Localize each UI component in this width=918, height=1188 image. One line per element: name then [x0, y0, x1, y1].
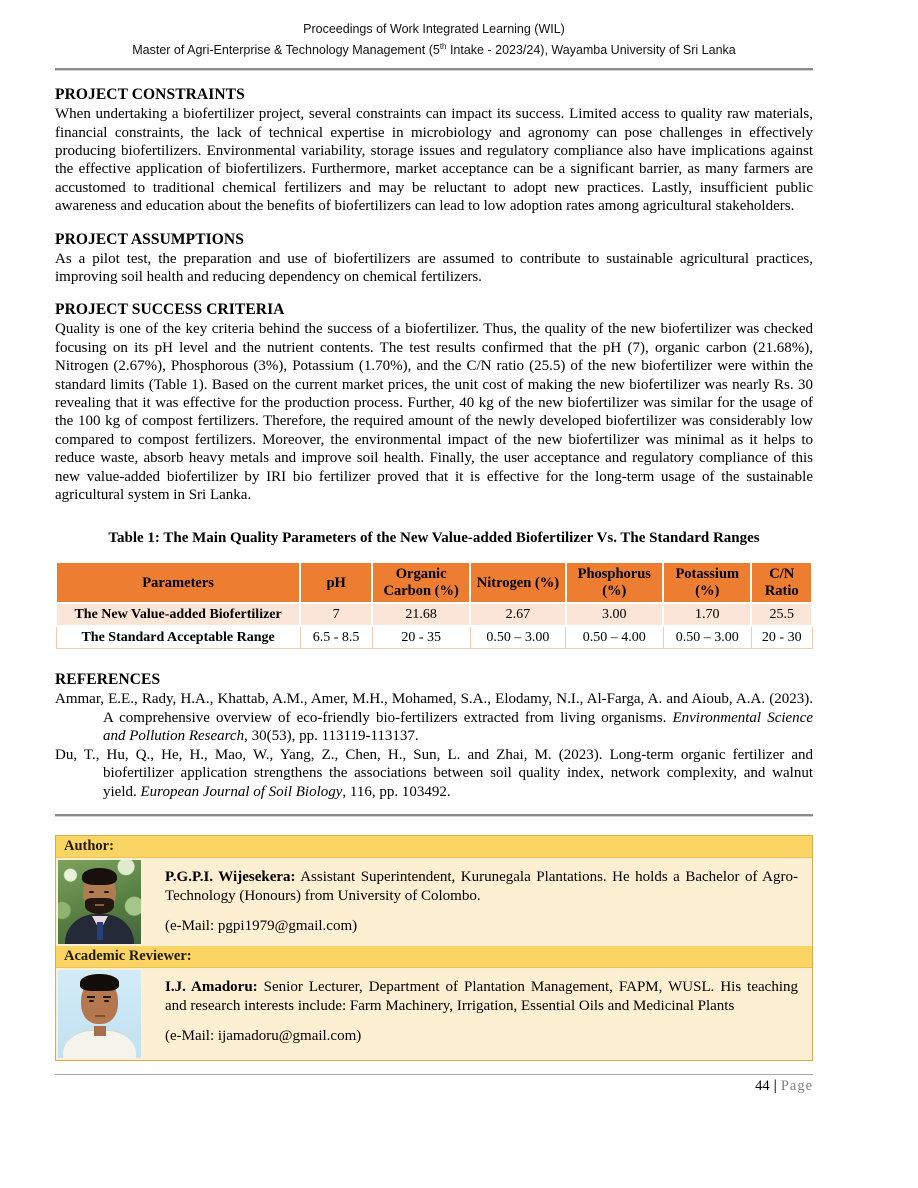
- table-row-standard-range: [56, 626, 812, 649]
- author-email: (e-Mail: pgpi1979@gmail.com): [165, 917, 358, 934]
- tie-shape: [97, 922, 103, 940]
- col-header-organic-carbon: Organic Carbon (%): [372, 562, 470, 603]
- section-heading-assumptions: PROJECT ASSUMPTIONS: [55, 230, 244, 248]
- superscript-th: th: [439, 42, 447, 51]
- journal-name: Environmental Science and Pollution Research: [103, 709, 813, 745]
- journal-name: European Journal of Soil Biology: [140, 783, 343, 800]
- reviewer-panel: [56, 968, 812, 1060]
- table-row-new-biofertilizer: [56, 603, 812, 626]
- cell-potassium: 0.50 – 3.00: [663, 626, 751, 649]
- cell-organic-carbon: 21.68: [372, 603, 470, 626]
- hair-shape: [80, 974, 119, 991]
- header-divider: [55, 68, 813, 71]
- author-bio: P.G.P.I. Wijesekera: Assistant Superintendent, Kurunegala Plantations. He holds a Bachelor of Agro-Technology (Honours) from University of Colombo.: [165, 868, 798, 904]
- beard-shape: [85, 898, 114, 914]
- section-heading-references: REFERENCES: [55, 671, 161, 689]
- author-reviewer-box: [55, 835, 813, 1061]
- footer-separator: |: [773, 1077, 777, 1094]
- cell-phosphorus: 0.50 – 4.00: [566, 626, 664, 649]
- hair-shape: [82, 868, 117, 885]
- reviewer-name: I.J. Amadoru:: [165, 978, 258, 995]
- author-section-label: Author:: [56, 836, 812, 858]
- col-header-ph: pH: [300, 562, 372, 603]
- reviewer-section-label: Academic Reviewer:: [56, 946, 812, 968]
- col-header-potassium: Potassium (%): [663, 562, 751, 603]
- page-number: 44: [755, 1077, 770, 1094]
- cell-nitrogen: 2.67: [470, 603, 565, 626]
- quality-parameters-table: [55, 561, 813, 649]
- col-header-nitrogen: Nitrogen (%): [470, 562, 565, 603]
- cell-cn-ratio: 20 - 30: [751, 626, 812, 649]
- col-header-parameters: Parameters: [56, 562, 300, 603]
- constraints-paragraph: When undertaking a biofertilizer project, several constraints can impact its success. Limited access to quality raw materials, financial constraints, the lack of technical expertise in microbiology and agronomy can pose challenges in effectively producing biofertilizers. Environmental variability, storage issues and regulatory compliance also have implications against the effective application of biofertilizers. Furthermore, market acceptance can be a significant barrier, as many farmers are accustomed to traditional chemical fertilizers and may be reluctant to adopt new practices. Lastly, insufficient public awareness and education about the benefits of biofertilizers can lead to low adoption rates among agricultural stakeholders.: [55, 106, 813, 215]
- footer-page-label: Page: [780, 1077, 813, 1094]
- assumptions-paragraph: As a pilot test, the preparation and use of biofertilizers are assumed to contribute to sustainable agricultural practices, improving soil health and reducing dependency on chemical fertilizers.: [55, 250, 813, 285]
- row-label: The Standard Acceptable Range: [56, 626, 300, 649]
- author-name: P.G.P.I. Wijesekera:: [165, 868, 296, 885]
- author-panel: [56, 858, 812, 946]
- mouth-shape: [95, 1015, 105, 1017]
- reviewer-details: [143, 968, 812, 1056]
- cell-cn-ratio: 25.5: [751, 603, 812, 626]
- success-criteria-paragraph: Quality is one of the key criteria behind the success of a biofertilizer. Thus, the quality of the new biofertilizer was checked focusing on its pH level and the nutrient contents. The test results confirmed that the pH (7), organic carbon (21.68%), Nitrogen (2.67%), Phosphorous (3%), Potassium (1.70%), and the C/N ratio (25.5) of the new biofertilizer were within the standard limits (Table 1). Based on the current market prices, the unit cost of making the new biofertilizer was nearly Rs. 30 revealing that it was effective for the production process. Further, 40 kg of the new biofertilizer was similar for the usage of the 100 kg of compost fertilizers. Therefore, the required amount of the newly developed biofertilizer was considerably low compared to compost fertilizers. Moreover, the environmental impact of the new biofertilizer was minimal as it helps to reduce waste, absorb heavy metals and improve soil health. Finally, the user acceptance and regulatory compliance of this new value-added biofertilizer by IRI bio fertilizer proved that it is effective for the long-term usage of the sustainable agricultural system in Sri Lanka.: [55, 321, 813, 504]
- reference-item: Ammar, E.E., Rady, H.A., Khattab, A.M., Amer, M.H., Mohamed, S.A., Elodamy, N.I., Al-Farga, A. and Aioub, A.A. (2023). A comprehensive overview of eco-friendly bio-fertilizers extracted from living organisms. Environmental Science and Pollution Research, 30(53), pp. 113119-113137.: [55, 691, 813, 745]
- cell-organic-carbon: 20 - 35: [372, 626, 470, 649]
- table-header-row: [56, 562, 812, 603]
- reviewer-bio: I.J. Amadoru: Senior Lecturer, Department of Plantation Management, FAPM, WUSL. His teaching and research interests include: Farm Machinery, Irrigation, Essential Oils and Medicinal Plants: [165, 978, 798, 1014]
- page-footer: [55, 1075, 813, 1095]
- cell-phosphorus: 3.00: [566, 603, 664, 626]
- reviewer-email: (e-Mail: ijamadoru@gmail.com): [165, 1027, 362, 1044]
- cell-nitrogen: 0.50 – 3.00: [470, 626, 565, 649]
- table-caption: Table 1: The Main Quality Parameters of the New Value-added Biofertilizer Vs. The Standard Ranges: [108, 530, 760, 547]
- author-details: [143, 858, 812, 946]
- eyebrow-shape: [103, 996, 111, 998]
- col-header-phosphorus: Phosphorus (%): [566, 562, 664, 603]
- section-heading-success-criteria: PROJECT SUCCESS CRITERIA: [55, 301, 285, 319]
- col-header-cn-ratio: C/N Ratio: [751, 562, 812, 603]
- row-label: The New Value-added Biofertilizer: [56, 603, 300, 626]
- cell-potassium: 1.70: [663, 603, 751, 626]
- page-header: [55, 0, 813, 59]
- cell-ph: 7: [300, 603, 372, 626]
- section-heading-constraints: PROJECT CONSTRAINTS: [55, 86, 245, 104]
- author-photo: [58, 860, 141, 944]
- neck-shape: [94, 1026, 106, 1036]
- proceedings-title: Proceedings of Work Integrated Learning (WIL): [303, 22, 565, 36]
- cell-ph: 6.5 - 8.5: [300, 626, 372, 649]
- references-divider: [55, 814, 813, 817]
- programme-subtitle: Master of Agri-Enterprise & Technology Management (5th Intake - 2023/24), Wayamba University of Sri Lanka: [132, 42, 736, 58]
- reviewer-photo: [58, 970, 141, 1058]
- eyebrow-shape: [87, 996, 95, 998]
- reference-item: Du, T., Hu, Q., He, H., Mao, W., Yang, Z., Chen, H., Sun, L. and Zhai, M. (2023). Long-term organic fertilizer and biofertilizer application strengthens the associations between soil quality index, network complexity, and walnut yield. European Journal of Soil Biology, 116, pp. 103492.: [55, 746, 813, 800]
- mouth-shape: [95, 904, 104, 906]
